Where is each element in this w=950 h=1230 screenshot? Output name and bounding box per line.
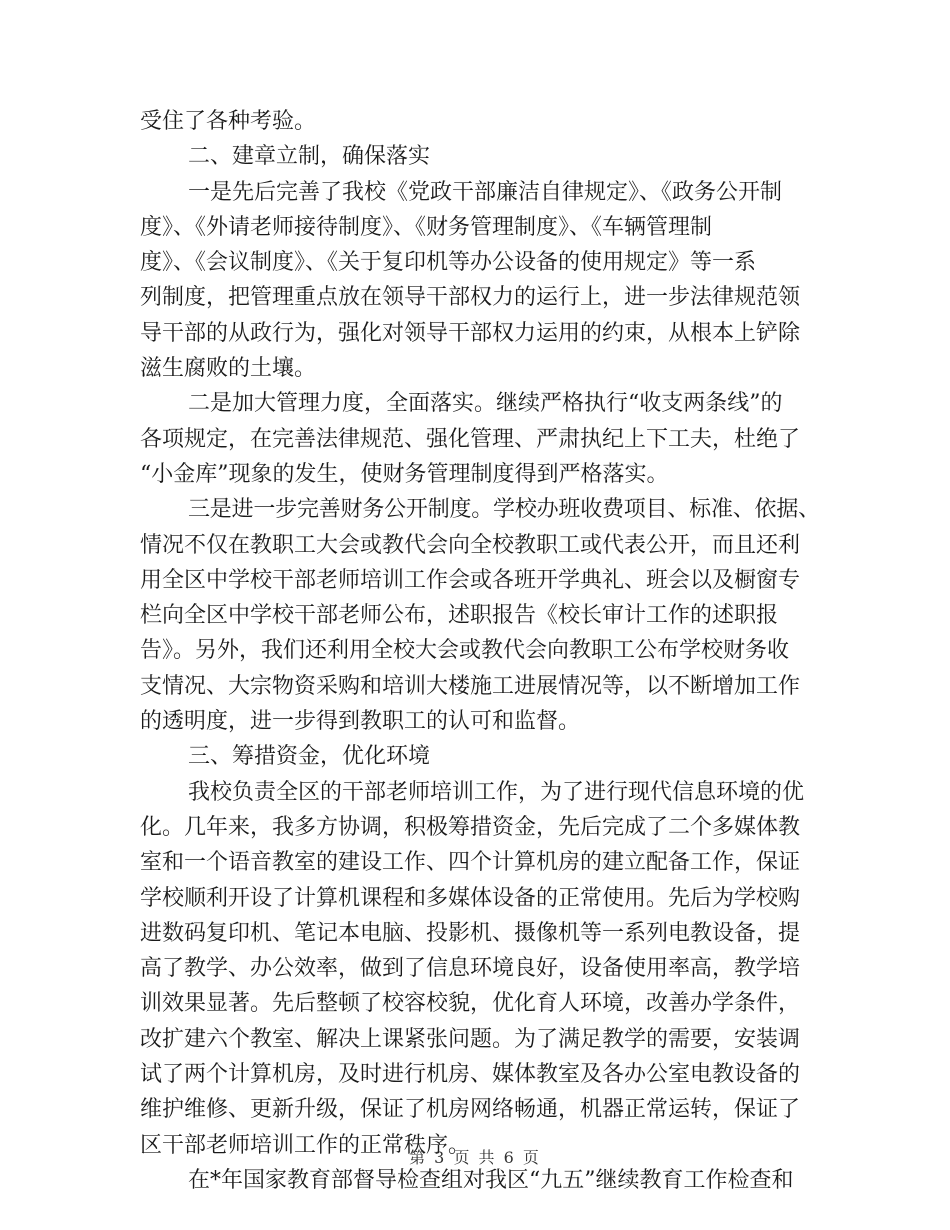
text-line: 二是加大管理力度，全面落实。继续严格执行“收支两条线”的 — [188, 391, 783, 417]
text-line: 的透明度，进一步得到教职工的认可和监督。 — [140, 709, 581, 735]
page-number-footer: 第 3 页 共 6 页 — [409, 1148, 541, 1167]
text-line: “小金库”现象的发生，使财务管理制度得到严格落实。 — [140, 461, 669, 487]
document-body — [140, 104, 820, 1198]
text-line: 三是进一步完善财务公开制度。学校办班收费项目、标准、依据、 — [188, 497, 820, 523]
text-line: 区干部老师培训工作的正常秩序。 — [140, 1132, 471, 1158]
text-line: 支情况、大宗物资采购和培训大楼施工进展情况等，以不断增加工作 — [140, 673, 801, 699]
text-line: 试了两个计算机房，及时进行机房、媒体教室及各办公室电教设备的 — [140, 1062, 801, 1088]
text-line: 改扩建六个教室、解决上课紧张问题。为了满足教学的需要，安装调 — [140, 1026, 801, 1052]
text-line: 导干部的从政行为，强化对领导干部权力运用的约束，从根本上铲除 — [140, 320, 801, 346]
text-line: 度》、《外请老师接待制度》、《财务管理制度》、《车辆管理制 — [140, 214, 713, 240]
text-line: 化。几年来，我多方协调，积极筹措资金，先后完成了二个多媒体教 — [140, 814, 801, 840]
text-line: 训效果显著。先后整顿了校容校貌，优化育人环境，改善办学条件， — [140, 991, 801, 1017]
text-line: 高了教学、办公效率，做到了信息环境良好，设备使用率高，教学培 — [140, 956, 801, 982]
text-line: 二、建章立制，确保落实 — [188, 144, 431, 170]
text-line: 列制度，把管理重点放在领导干部权力的运行上，进一步法律规范领 — [140, 285, 801, 311]
text-line: 维护维修、更新升级，保证了机房网络畅通，机器正常运转，保证了 — [140, 1097, 801, 1123]
text-line: 我校负责全区的干部老师培训工作，为了进行现代信息环境的优 — [188, 779, 805, 805]
text-line: 栏向全区中学校干部老师公布，述职报告《校长审计工作的述职报 — [140, 603, 779, 629]
text-line: 在*年国家教育部督导检查组对我区“九五”继续教育工作检查和 — [188, 1167, 794, 1193]
text-line: 告》。另外，我们还利用全校大会或教代会向教职工公布学校财务收 — [140, 638, 790, 664]
text-line: 各项规定，在完善法律规范、强化管理、严肃执纪上下工夫，杜绝了 — [140, 426, 801, 452]
text-line: 滋生腐败的土壤。 — [140, 356, 317, 382]
text-line: 度》、《会议制度》、《关于复印机等办公设备的使用规定》等一系 — [140, 250, 757, 276]
text-line: 受住了各种考验。 — [140, 109, 317, 134]
text-line: 用全区中学校干部老师培训工作会或各班开学典礼、班会以及橱窗专 — [140, 567, 801, 593]
text-line: 一是先后完善了我校《党政干部廉洁自律规定》、《政务公开制 — [188, 179, 783, 205]
text-line: 室和一个语音教室的建设工作、四个计算机房的建立配备工作，保证 — [140, 850, 801, 876]
text-line: 进数码复印机、笔记本电脑、投影机、摄像机等一系列电教设备，提 — [140, 920, 801, 946]
text-line: 情况不仅在教职工大会或教代会向全校教职工或代表公开，而且还利 — [140, 532, 801, 558]
text-line: 学校顺利开设了计算机课程和多媒体设备的正常使用。先后为学校购 — [140, 885, 801, 911]
text-line: 三、筹措资金，优化环境 — [188, 744, 431, 770]
